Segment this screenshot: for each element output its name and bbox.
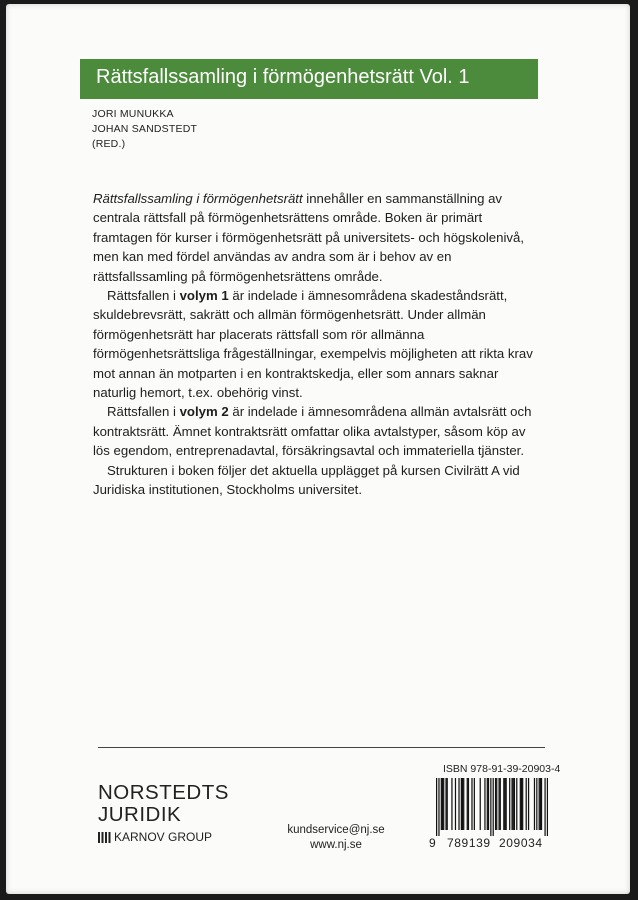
publisher-name-2: JURIDIK <box>98 803 182 826</box>
barcode-bar <box>438 778 439 836</box>
contact-info <box>270 823 402 853</box>
volume-1-label: volym 1 <box>179 288 229 304</box>
barcode-bar <box>441 778 442 830</box>
contact-web: www.nj.se <box>310 839 362 851</box>
description-text <box>93 189 535 500</box>
barcode-bar <box>521 778 522 830</box>
editor-note: (RED.) <box>92 138 126 150</box>
barcode-bar <box>458 778 459 830</box>
isbn-label: ISBN 978-91-39-20903-4 <box>443 763 561 775</box>
barcode-bar <box>436 778 437 836</box>
barcode-bar <box>500 778 501 830</box>
barcode-bar <box>480 778 481 830</box>
authors-block <box>92 107 197 152</box>
barcode-bar <box>463 778 464 830</box>
barcode-bar <box>540 778 541 830</box>
barcode-bar <box>520 778 521 830</box>
barcode-bar <box>509 778 510 830</box>
barcode-bar <box>498 778 499 830</box>
barcode-bar <box>443 778 444 830</box>
barcode-bar <box>487 778 488 830</box>
barcode-bar <box>534 778 535 830</box>
book-title: Rättsfallssamling i förmögenhetsrätt Vol. 1 <box>96 66 470 88</box>
paragraph-2: Rättsfallen i volym 1 är indelade i ämnesområdena skadeståndsrätt, skuldebrevsrätt, sakrätt och allmän förmögenhetsrätt. Under allmän förmögenhetsrätt har placerats rättsfall som rör allmänna förmögenhetsrättsliga frågeställningar, exempelvis möjligheten att rikta krav mot annan än motparten i en kontraktskedja, eller som annars saknar naturlig hemort, t.ex. obehörig vinst. <box>93 288 533 401</box>
title-italic: Rättsfallssamling i förmögenhetsrätt <box>93 191 303 206</box>
paragraph-4: Strukturen i boken följer det aktuella upplägget på kursen Civilrätt A vid Juridiska institutionen, Stockholms universitet. <box>93 462 520 498</box>
barcode-bar <box>539 778 540 830</box>
publisher-group: KARNOV GROUP <box>98 830 229 844</box>
barcode-bar <box>496 778 497 830</box>
barcode-bar <box>468 778 469 830</box>
paragraph-1: Rättsfallssamling i förmögenhetsrätt innehåller en sammanställning av centrala rättsfall på förmögenhetsrättens område. Boken är primärt framtagen för kurser i förmögenhetsrätt på universitets- och högskolenivå, men kan med fördel användas av andra som är i behov av en rättsfallssamling på förmögenhetsrättens område. <box>93 191 525 284</box>
author-1: JORI MUNUKKA <box>92 108 174 120</box>
title-banner <box>80 59 538 99</box>
barcode-bar <box>516 778 517 830</box>
barcode-bar <box>526 778 527 830</box>
barcode-bar <box>455 778 456 830</box>
barcode-bar <box>445 778 446 830</box>
barcode-bar <box>474 778 475 830</box>
barcode-bar <box>536 778 537 830</box>
author-2: JOHAN SANDSTEDT <box>92 123 198 135</box>
barcode-bar <box>514 778 515 830</box>
barcode-bar <box>461 778 462 830</box>
barcode-bar <box>462 778 463 830</box>
barcode-bar <box>490 778 491 836</box>
barcode-bar <box>488 778 489 830</box>
volume-2-label: volym 2 <box>179 404 229 420</box>
barcode-bar <box>467 778 468 830</box>
barcode-bar <box>541 778 542 830</box>
publisher-logo <box>98 782 229 844</box>
barcode-icon <box>436 778 548 836</box>
karnov-bars-icon <box>98 832 112 843</box>
barcode-bar <box>511 778 512 830</box>
barcode-bar <box>484 778 485 830</box>
barcode-bar <box>503 778 504 830</box>
barcode-bar <box>513 778 514 830</box>
barcode-bar <box>528 778 529 830</box>
barcode-bar <box>493 778 494 836</box>
barcode-bar <box>544 778 545 836</box>
barcode-bar <box>442 778 443 830</box>
paragraph-3: Rättsfallen i volym 2 är indelade i ämnesområdena allmän avtalsrätt och kontraktsrätt. Ämnet kontraktsrätt omfattar olika avtalstyper, såsom köp av lös egendom, entreprenadavtal, försäkringsavtal och immateriella tjänster. <box>93 404 532 459</box>
barcode-bar <box>506 778 507 830</box>
barcode-bar <box>522 778 523 830</box>
barcode-bar <box>447 778 448 830</box>
barcode-bar <box>495 778 496 830</box>
barcode-bar <box>471 778 472 830</box>
contact-email: kundservice@nj.se <box>287 824 385 836</box>
barcode-bar <box>547 778 548 836</box>
divider <box>98 747 545 748</box>
publisher-name-1: NORSTEDTS <box>98 781 229 804</box>
barcode-bar <box>504 778 505 830</box>
book-back-cover: Rättsfallssamling i förmögenhetsrätt Vol. 1 JORI MUNUKKA JOHAN SANDSTEDT (RED.) Rättsfallssamling i förmögenhetsrätt innehåller en sammanställning av centrala rättsfall på förmögenhetsrättens område. Boken är primärt framtagen för kurser i förmögenhetsrätt på universitets- och högskolenivå, men kan med fördel användas av andra som är i behov av en rättsfallssamling på förmögenhetsrättens område. Rättsfallen i volym 1 är indelade i ämnesområdena skadeståndsrätt, skuldebrevsrätt, sakrätt och allmän förmögenhetsrätt. Under allmän förmögenhetsrätt har placerats rättsfall som rör allmänna förmögenhetsrättsliga frågeställningar, exempelvis möjligheten att rikta krav mot annan än motparten i en kontraktskedja, eller som annars saknar naturlig hemort, t.ex. obehörig vinst. Rättsfallen i volym 2 är indelade i ämnesområdena allmän avtalsrätt och kontraktsrätt. Ämnet kontraktsrätt omfattar olika avtalstyper, såsom köp av lös egendom, entreprenadavtal, försäkringsavtal och immateriella tjänster. Strukturen i boken följer det aktuella upplägget på kursen Civilrätt A vid Juridiska institutionen, Stockholms universitet. NORSTEDTS JURIDIK KARNOV GROUP kundservice@nj.se www.nj.se ISBN 978-91-39-20903-4 9 789139 209034 <box>6 4 630 894</box>
barcode-bar <box>451 778 452 830</box>
